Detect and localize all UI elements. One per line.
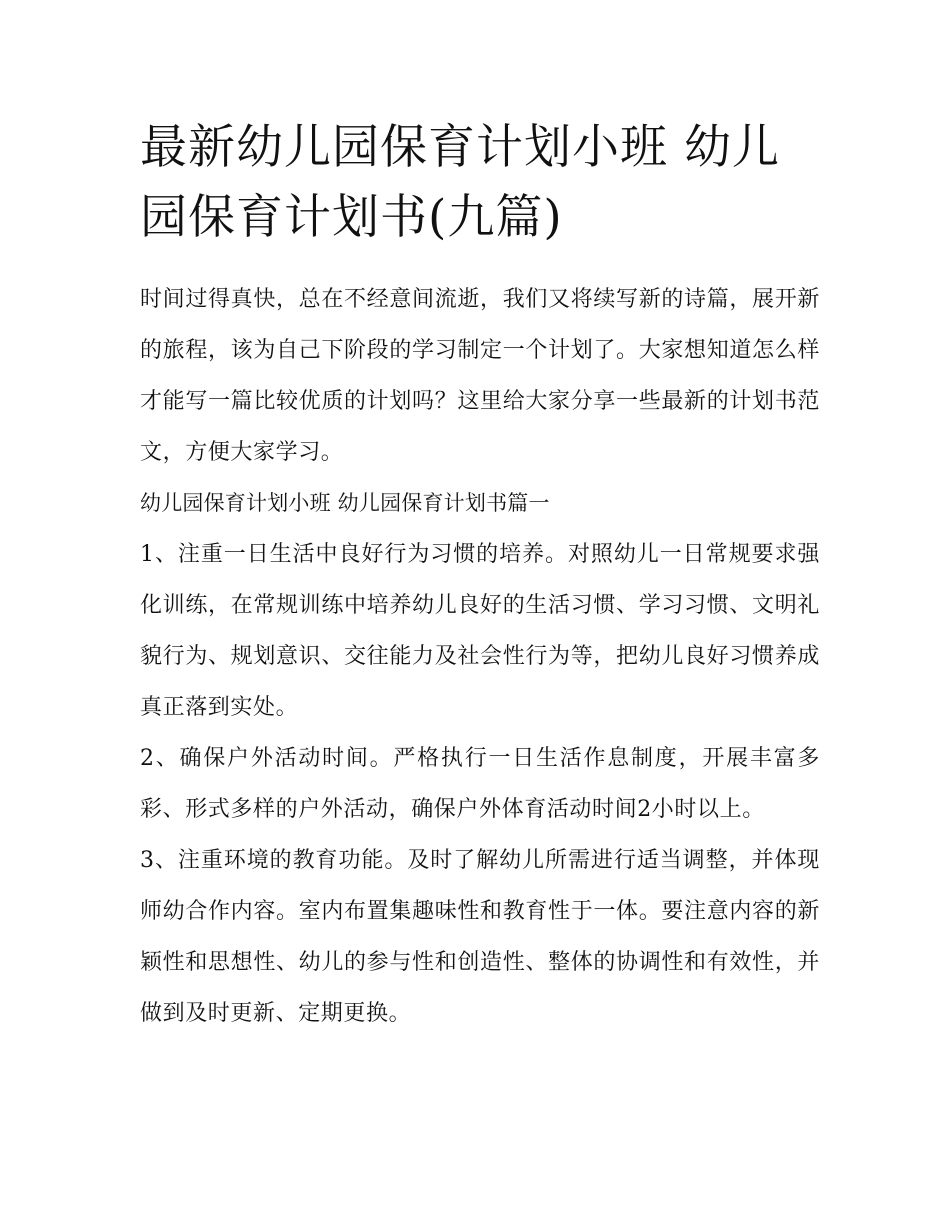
- section-heading: 幼儿园保育计划小班 幼儿园保育计划书篇一: [140, 491, 550, 515]
- item-paragraph-3: 3、注重环境的教育功能。及时了解幼儿所需进行适当调整，并体现师幼合作内容。室内布置集趣味性和教育性于一体。要注意内容的新颖性和思想性、幼儿的参与性和创造性、整体的协调性和有效性，并做到及时更新、定期更换。: [140, 848, 820, 1026]
- document-body: [140, 274, 820, 1039]
- intro-paragraph: 时间过得真快，总在不经意间流逝，我们又将续写新的诗篇，展开新的旅程，该为自己下阶段的学习制定一个计划了。大家想知道怎么样才能写一篇比较优质的计划吗？这里给大家分享一些最新的计划书范文，方便大家学习。: [140, 287, 820, 465]
- item-paragraph-2: 2、确保户外活动时间。严格执行一日生活作息制度，开展丰富多彩、形式多样的户外活动，确保户外体育活动时间2小时以上。: [140, 746, 820, 822]
- document-title: 最新幼儿园保育计划小班 幼儿园保育计划书(九篇): [140, 120, 780, 245]
- item-paragraph-1: 1、注重一日生活中良好行为习惯的培养。对照幼儿一日常规要求强化训练，在常规训练中培养幼儿良好的生活习惯、学习习惯、文明礼貌行为、规划意识、交往能力及社会性行为等，把幼儿良好习惯养成真正落到实处。: [140, 542, 820, 720]
